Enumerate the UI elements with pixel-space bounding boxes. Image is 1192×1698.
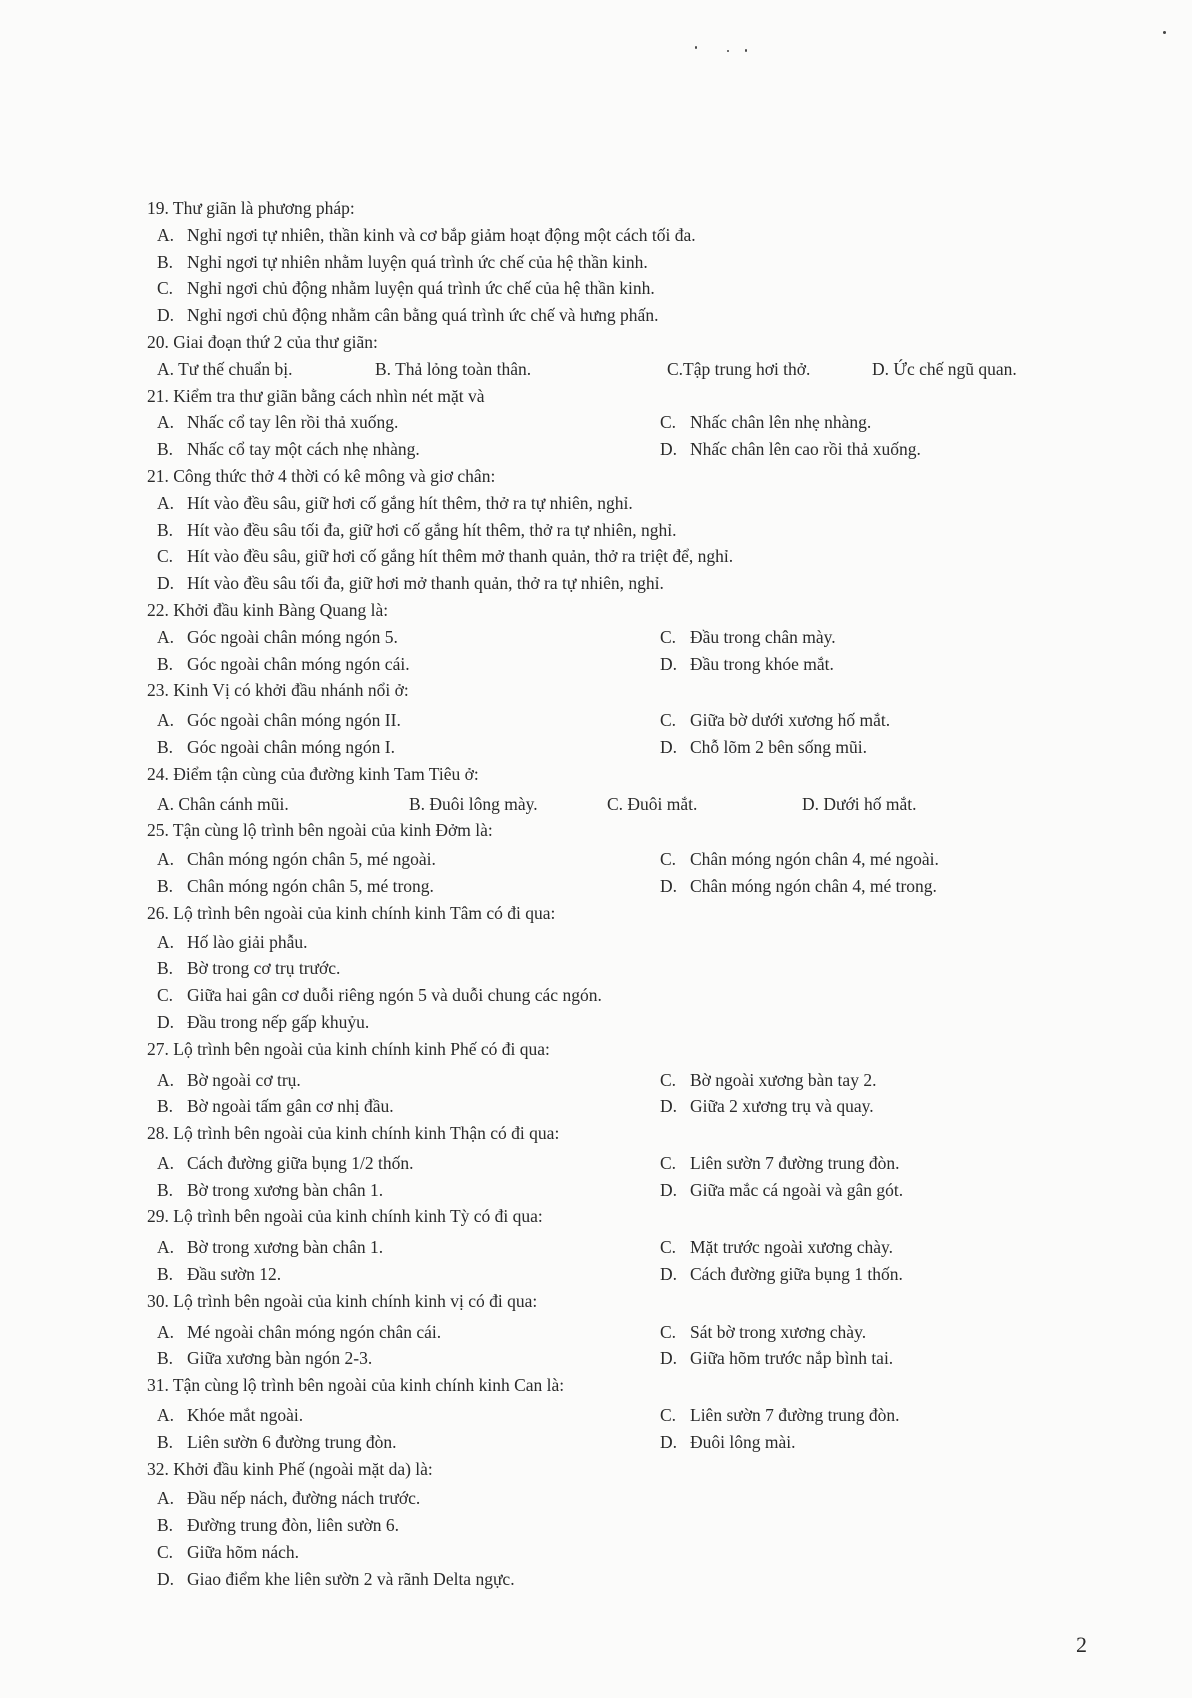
question-title: 27. Lộ trình bên ngoài của kinh chính kinh Phế có đi qua:	[147, 1038, 550, 1059]
option-c: C. Nhấc chân lên nhẹ nhàng.	[660, 412, 872, 433]
question-list	[147, 195, 1157, 1593]
question-21-breathing-formula	[147, 463, 1157, 597]
question-32	[147, 1456, 1157, 1593]
option-a: A. Góc ngoài chân móng ngón II.	[157, 710, 401, 731]
option-a: A. Nhấc cổ tay lên rồi thả xuống.	[157, 412, 399, 433]
option-a: A. Cách đường giữa bụng 1/2 thốn.	[157, 1152, 414, 1173]
question-title: 23. Kinh Vị có khởi đầu nhánh nổi ở:	[147, 680, 409, 701]
option-a: A. Đầu nếp nách, đường nách trước.	[157, 1488, 421, 1509]
question-title: 19. Thư giãn là phương pháp:	[147, 198, 355, 218]
option-b: B. Góc ngoài chân móng ngón cái.	[157, 653, 410, 674]
question-title: 24. Điểm tận cùng của đường kinh Tam Tiêu ở:	[147, 763, 479, 784]
question-title: 26. Lộ trình bên ngoài của kinh chính kinh Tâm có đi qua:	[147, 902, 556, 923]
option-c: C. Nghỉ ngơi chủ động nhằm luyện quá trình ức chế của hệ thần kinh.	[157, 278, 655, 299]
question-title: 30. Lộ trình bên ngoài của kinh chính kinh vị có đi qua:	[147, 1290, 538, 1311]
option-d: D. Nghỉ ngơi chủ động nhằm cân bằng quá trình ức chế và hưng phấn.	[157, 305, 659, 326]
option-c: C. Liên sườn 7 đường trung đòn.	[660, 1405, 900, 1426]
option-c: C. Liên sườn 7 đường trung đòn.	[660, 1152, 900, 1173]
option-d: D. Hít vào đều sâu tối đa, giữ hơi mở thanh quản, thở ra tự nhiên, nghỉ.	[157, 573, 664, 594]
option-a: A. Chân móng ngón chân 5, mé ngoài.	[157, 849, 436, 870]
option-a: A. Chân cánh mũi.	[157, 793, 289, 814]
question-25	[147, 817, 1157, 899]
question-24	[147, 761, 1157, 818]
option-d: D. Giao điểm khe liên sườn 2 và rãnh Delta ngực.	[157, 1568, 515, 1589]
question-title: 32. Khởi đầu kinh Phế (ngoài mặt da) là:	[147, 1458, 433, 1479]
option-d: D. Giữa hõm trước nắp bình tai.	[660, 1348, 894, 1369]
option-d: D. Đầu trong khóe mắt.	[660, 653, 834, 674]
question-19	[147, 195, 1157, 329]
question-title: 28. Lộ trình bên ngoài của kinh chính kinh Thận có đi qua:	[147, 1123, 560, 1144]
option-b: B. Bờ trong cơ trụ trước.	[157, 958, 341, 979]
question-title: 25. Tận cùng lộ trình bên ngoài của kinh Đởm là:	[147, 820, 493, 841]
scan-speck	[745, 49, 747, 52]
question-title: 31. Tận cùng lộ trình bên ngoài của kinh chính kinh Can là:	[147, 1375, 565, 1396]
question-23	[147, 677, 1157, 760]
option-a: A. Bờ ngoài cơ trụ.	[157, 1069, 301, 1090]
question-title: 21. Kiểm tra thư giãn bằng cách nhìn nét mặt và	[147, 385, 485, 406]
option-d: D. Đuôi lông mài.	[660, 1431, 796, 1452]
option-c: C. Mặt trước ngoài xương chày.	[660, 1237, 894, 1258]
option-b: B. Giữa xương bàn ngón 2-3.	[157, 1348, 373, 1369]
option-b: B. Chân móng ngón chân 5, mé trong.	[157, 875, 434, 896]
question-27	[147, 1036, 1157, 1120]
option-a: A. Mé ngoài chân móng ngón chân cái.	[157, 1321, 442, 1342]
option-d: D. Đầu trong nếp gấp khuỷu.	[157, 1011, 370, 1032]
option-d: D. Nhấc chân lên cao rồi thả xuống.	[660, 439, 921, 460]
option-d: D. Chân móng ngón chân 4, mé trong.	[660, 875, 937, 896]
question-title: 22. Khởi đầu kinh Bàng Quang là:	[147, 599, 389, 620]
question-title: 29. Lộ trình bên ngoài của kinh chính kinh Tỳ có đi qua:	[147, 1206, 543, 1227]
option-c: C. Giữa bờ dưới xương hố mắt.	[660, 710, 891, 731]
question-20	[147, 329, 1157, 383]
option-a: A. Hố lào giải phẫu.	[157, 931, 308, 952]
option-c: C. Chân móng ngón chân 4, mé ngoài.	[660, 849, 939, 870]
option-d: D. Giữa 2 xương trụ và quay.	[660, 1096, 874, 1117]
option-c: C. Giữa hõm nách.	[157, 1542, 300, 1563]
question-21-relaxation-check	[147, 383, 1157, 463]
option-a: A. Tư thế chuẩn bị.	[157, 358, 293, 379]
option-b: B. Bờ ngoài tấm gân cơ nhị đầu.	[157, 1096, 394, 1117]
question-22	[147, 597, 1157, 677]
option-d: D. Dưới hố mắt.	[802, 793, 917, 814]
option-b: B. Đuôi lông mày.	[409, 793, 538, 814]
scan-speck	[727, 50, 729, 52]
option-b: B. Đầu sườn 12.	[157, 1264, 282, 1285]
option-c: C. Sát bờ trong xương chày.	[660, 1321, 867, 1342]
question-title: 21. Công thức thở 4 thời có kê mông và giơ chân:	[147, 465, 496, 486]
option-d: D. Ức chế ngũ quan.	[872, 358, 1017, 379]
option-c: C. Đầu trong chân mày.	[660, 626, 836, 647]
option-a: A. Bờ trong xương bàn chân 1.	[157, 1237, 384, 1258]
option-b: B. Thả lỏng toàn thân.	[375, 358, 532, 379]
option-c: C. Giữa hai gân cơ duỗi riêng ngón 5 và duỗi chung các ngón.	[157, 985, 602, 1006]
option-a: A. Góc ngoài chân móng ngón 5.	[157, 626, 398, 647]
question-26	[147, 900, 1157, 1036]
option-b: B. Đường trung đòn, liên sườn 6.	[157, 1515, 399, 1536]
option-b: B. Góc ngoài chân móng ngón I.	[157, 736, 396, 757]
option-b: B. Hít vào đều sâu tối đa, giữ hơi cố gắng hít thêm, thở ra tự nhiên, nghỉ.	[157, 519, 677, 540]
question-28	[147, 1120, 1157, 1203]
question-29	[147, 1203, 1157, 1287]
question-30	[147, 1288, 1157, 1372]
scan-speck	[695, 46, 697, 49]
option-d: D. Chỗ lõm 2 bên sống mũi.	[660, 736, 867, 757]
option-b: B. Nghỉ ngơi tự nhiên nhằm luyện quá trình ức chế của hệ thần kinh.	[157, 251, 648, 272]
option-a: A. Nghỉ ngơi tự nhiên, thần kinh và cơ bắp giảm hoạt động một cách tối đa.	[157, 224, 696, 245]
question-31	[147, 1372, 1157, 1455]
scan-speck	[1163, 31, 1166, 34]
page-number: 2	[1076, 1632, 1087, 1657]
option-d: D. Cách đường giữa bụng 1 thốn.	[660, 1264, 903, 1285]
option-c: C. Bờ ngoài xương bàn tay 2.	[660, 1069, 877, 1090]
option-a: A. Hít vào đều sâu, giữ hơi cố gắng hít thêm, thở ra tự nhiên, nghỉ.	[157, 492, 633, 513]
option-b: B. Nhấc cổ tay một cách nhẹ nhàng.	[157, 439, 420, 460]
option-d: D. Giữa mắc cá ngoài và gân gót.	[660, 1179, 904, 1200]
option-b: B. Liên sườn 6 đường trung đòn.	[157, 1431, 397, 1452]
option-c: C. Đuôi mắt.	[607, 793, 698, 814]
option-a: A. Khóe mắt ngoài.	[157, 1405, 304, 1426]
option-c: C.Tập trung hơi thở.	[667, 358, 811, 379]
option-c: C. Hít vào đều sâu, giữ hơi cố gắng hít thêm mở thanh quản, thở ra triệt để, nghỉ.	[157, 546, 734, 567]
question-title: 20. Giai đoạn thứ 2 của thư giãn:	[147, 331, 378, 352]
option-b: B. Bờ trong xương bàn chân 1.	[157, 1179, 384, 1200]
